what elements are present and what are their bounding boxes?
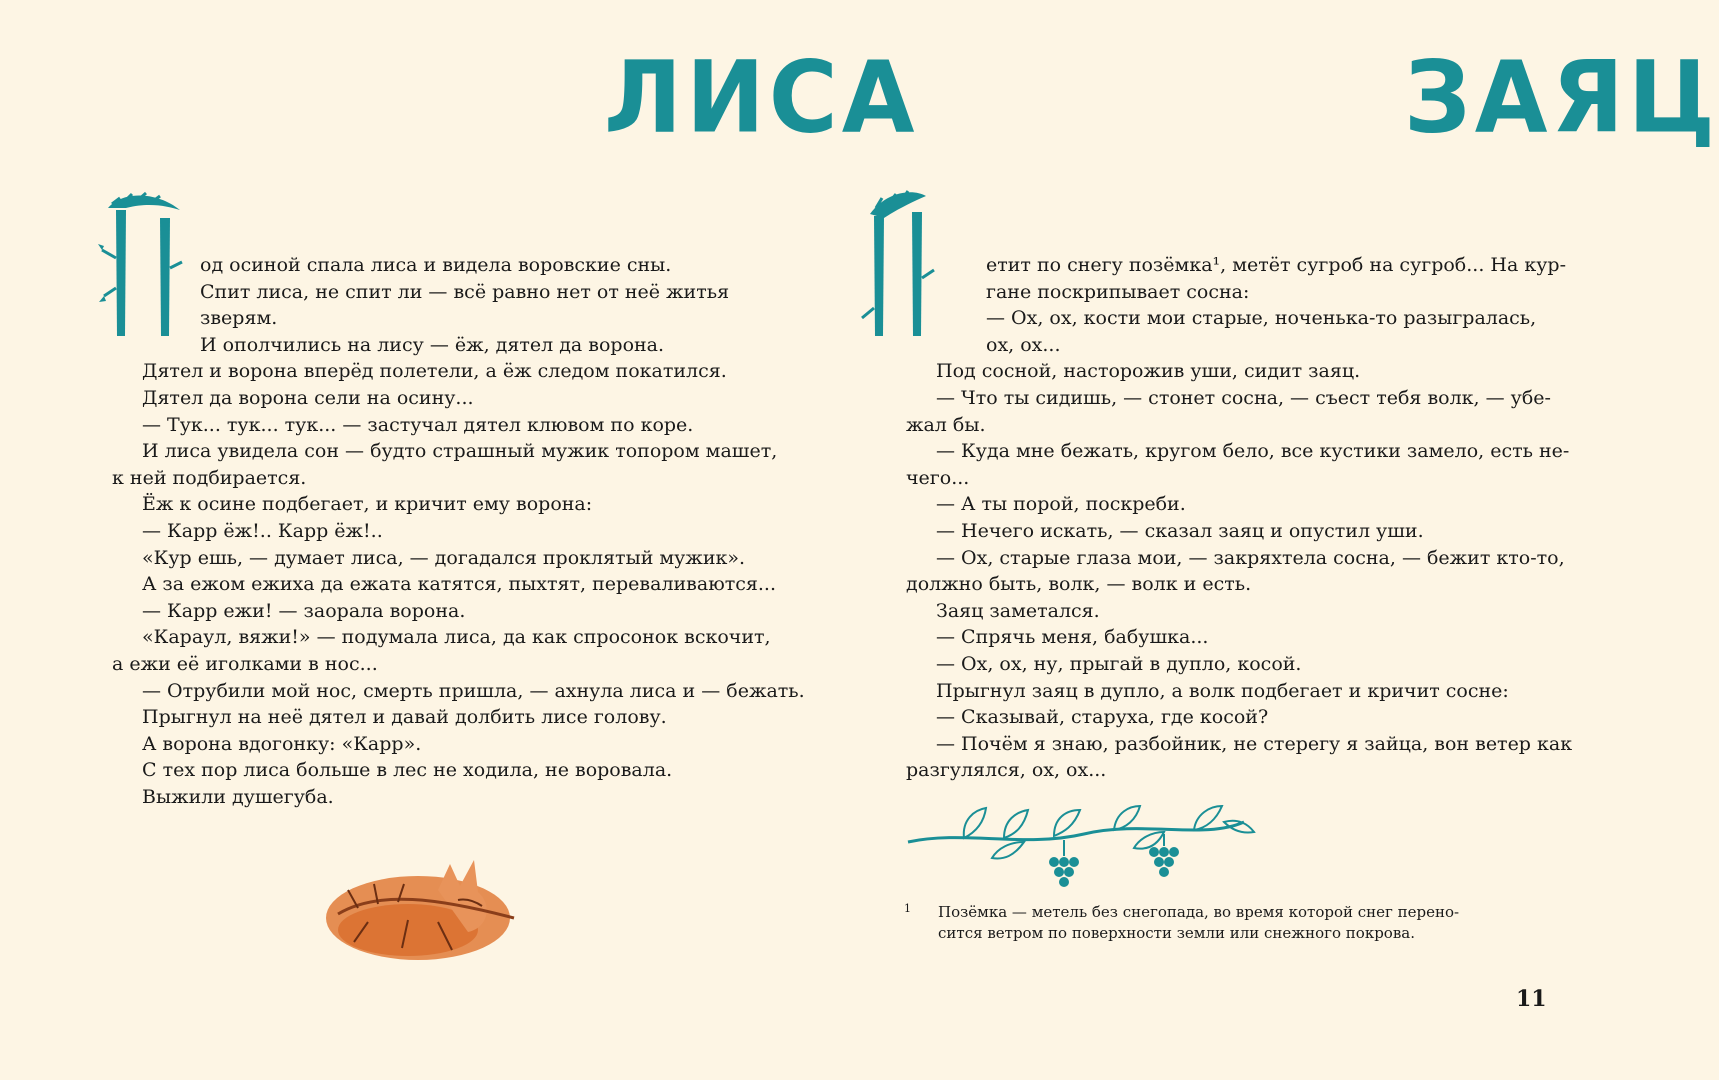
text-line: И ополчились на лису — ёж, дятел да ворона. [200,333,665,356]
text-line: разгулялся, ох, ох... [906,759,1107,782]
text-line: «Кур ешь, — думает лиса, — догадался проклятый мужик». [142,546,746,569]
text-line: — А ты порой, поскреби. [936,493,1186,516]
text-line: зверям. [200,307,278,330]
text-line: — Нечего искать, — сказал заяц и опустил уши. [936,519,1424,542]
text-line: должно быть, волк, — волк и есть. [906,573,1252,596]
footnote-line: сится ветром по поверхности земли или снежного покрова. [938,924,1415,942]
text-line: С тех пор лиса больше в лес не ходила, не воровала. [142,759,673,782]
dropcap-letter: П [143,288,144,289]
text-line: — Карр ежи! — заорала ворона. [142,599,466,622]
text-line: Под сосной, насторожив уши, сидит заяц. [936,360,1361,383]
sleeping-fox-icon [318,850,538,984]
text-line: — Ох, ох, кости мои старые, ноченька-то разыгралась, [986,307,1537,330]
text-line: — Ох, ох, ну, прыгай в дупло, косой. [936,652,1302,675]
text-line: етит по снегу позёмка¹, метёт сугроб на сугроб... На кур- [986,254,1566,276]
text-line: — Почём я знаю, разбойник, не стерегу я зайца, вон ветер как [936,732,1573,755]
page-number: 11 [1516,986,1547,1012]
text-line: — Сказывай, старуха, где косой? [936,706,1269,729]
footnote [904,902,1544,944]
story-title-hare: ЗАЯЦ [1404,41,1719,156]
text-line: Заяц заметался. [936,599,1100,622]
text-line: гане поскрипывает сосна: [986,280,1250,303]
text-line: од осиной спала лиса и видела воровские сны. [200,254,672,276]
text-line: чего... [906,466,970,489]
text-line: Ёж к осине подбегает, и кричит ему ворона: [142,493,593,516]
text-line: — Карр ёж!.. Карр ёж!.. [142,519,383,542]
text-line: Прыгнул на неё дятел и давай долбить лисе голову. [142,706,667,729]
text-line: ох, ох... [986,333,1061,356]
text-line: Дятел да ворона сели на осину... [142,386,474,409]
text-line: а ежи её иголками в нос... [112,652,378,675]
story-text-hare [906,252,1573,784]
text-line: — Что ты сидишь, — стонет сосна, — съест тебя волк, — убе- [936,386,1551,409]
text-line: Дятел и ворона вперёд полетели, а ёж следом покатился. [142,360,727,383]
text-line: — Отрубили мой нос, смерть пришла, — ахнула лиса и — бежать. [142,679,805,702]
story-title-fox: ЛИСА [604,41,919,156]
text-line: Выжили душегуба. [142,785,334,808]
text-line: к ней подбирается. [112,466,307,489]
footnote-line: Позёмка — метель без снегопада, во время которой снег перено- [938,903,1460,921]
text-line: жал бы. [906,413,986,436]
raspberry-branch-icon [904,800,1264,904]
footnote-mark: 1 [904,902,911,915]
text-line: «Караул, вяжи!» — подумала лиса, да как спросонок вскочит, [142,626,771,649]
story-text-fox [112,252,805,810]
text-line: — Тук... тук... тук... — застучал дятел клювом по коре. [142,413,694,436]
text-line: А за ежом ежиха да ежата катятся, пыхтят, переваливаются... [142,573,777,596]
text-line: — Куда мне бежать, кругом бело, все кустики замело, есть не- [936,440,1570,463]
text-line: Спит лиса, не спит ли — всё равно нет от неё житья [200,280,730,303]
text-line: Прыгнул заяц в дупло, а волк подбегает и кричит сосне: [936,679,1509,702]
text-line: А ворона вдогонку: «Карр». [142,732,422,755]
text-line: И лиса увидела сон — будто страшный мужик топором машет, [142,440,778,463]
text-line: — Ох, старые глаза мои, — закряхтела сосна, — бежит кто-то, [936,546,1565,569]
text-line: — Спрячь меня, бабушка... [936,626,1209,649]
